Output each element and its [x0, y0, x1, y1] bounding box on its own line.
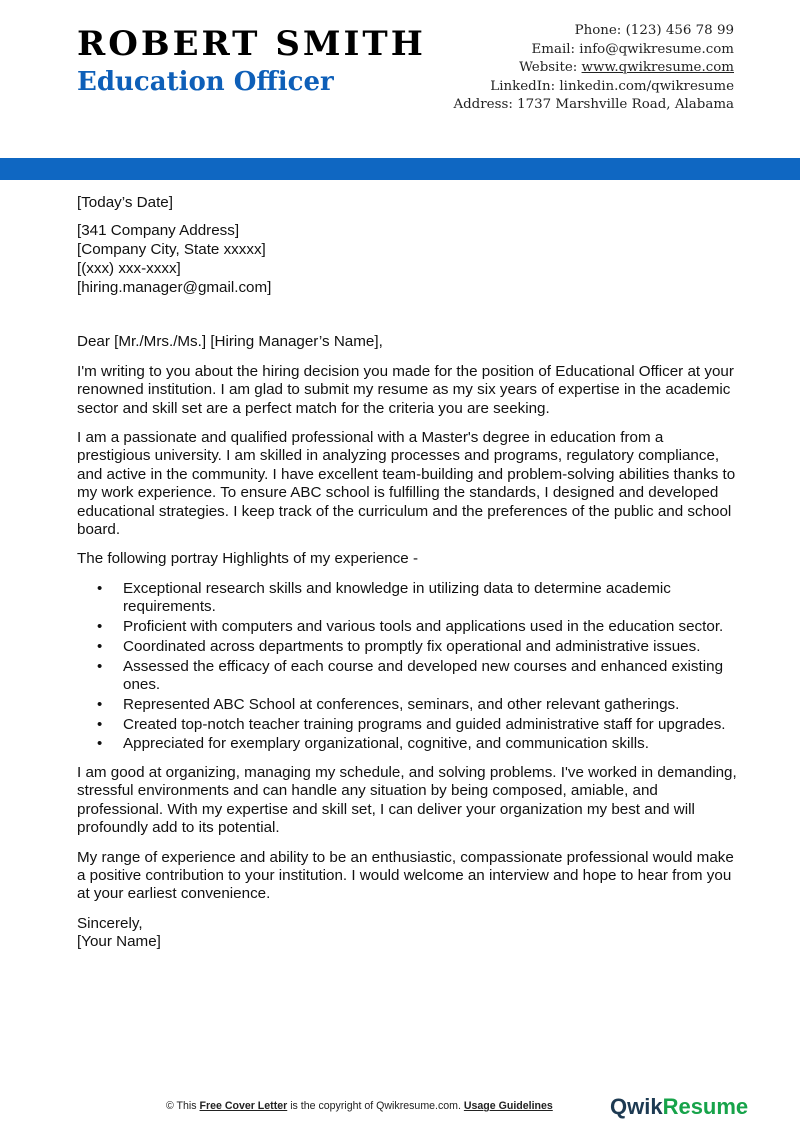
logo-text-qwik: Qwik [610, 1094, 663, 1119]
copyright-middle: is the copyright of Qwikresume.com. [287, 1100, 464, 1112]
bullet-icon: • [97, 637, 103, 655]
logo-text-resume: Resume [662, 1094, 749, 1119]
contact-email: Email: info@qwikresume.com [531, 41, 734, 57]
list-item-text: Represented ABC School at conferences, seminars, and other relevant gatherings. [123, 695, 680, 713]
list-item [97, 618, 737, 636]
letter-body [77, 194, 737, 952]
paragraph-closing: My range of experience and ability to be an enthusiastic, compassionate professional would make a positive contribution to your institution. I would welcome an interview and hope to hear from you at your earliest convenience. [77, 848, 734, 903]
paragraph-intro: I'm writing to you about the hiring decision you made for the position of Educational Officer at your renowned institution. I am glad to submit my resume as my six years of expertise in the academic sector and skill set are a perfect match for the criteria you are seeking. [77, 362, 734, 417]
list-item-text: Created top-notch teacher training programs and guided administrative staff for upgrades. [123, 715, 726, 733]
highlights-list [77, 580, 737, 754]
highlights-intro: The following portray Highlights of my experience - [77, 550, 419, 568]
recipient-address [77, 221, 737, 297]
contact-linkedin: LinkedIn: linkedin.com/qwikresume [490, 78, 734, 94]
list-item-text: Appreciated for exemplary organizational, cognitive, and communication skills. [123, 735, 649, 753]
list-item [97, 637, 737, 656]
letter-date: [Today’s Date] [77, 194, 173, 211]
job-title: Education Officer [77, 67, 334, 97]
recipient-line: [Company City, State xxxxx] [77, 241, 266, 259]
copyright-notice [166, 1100, 553, 1112]
page-footer [0, 1094, 800, 1124]
closing-word: Sincerely, [77, 914, 143, 932]
bullet-icon: • [97, 618, 103, 636]
contact-phone: Phone: (123) 456 78 99 [574, 23, 734, 38]
list-item [97, 735, 737, 753]
signature-name: [Your Name] [77, 933, 161, 951]
bullet-icon: • [97, 657, 103, 675]
usage-guidelines-link[interactable]: Usage Guidelines [463, 1100, 553, 1112]
applicant-name: ROBERT SMITH [77, 24, 426, 64]
qwikresume-logo[interactable] [610, 1094, 748, 1120]
list-item-text: Exceptional research skills and knowledge in utilizing data to determine academic requirements. [123, 579, 671, 616]
website-link[interactable]: www.qwikresume.com [581, 60, 734, 75]
free-cover-letter-link[interactable]: Free Cover Letter [199, 1100, 288, 1112]
list-item-text: Coordinated across departments to promptly fix operational and administrative issues. [123, 637, 701, 655]
resume-header [0, 0, 800, 160]
sign-off [77, 915, 737, 952]
list-item [97, 579, 737, 617]
list-item-text: Assessed the efficacy of each course and developed new courses and enhanced existing ones. [123, 657, 724, 694]
accent-bar [0, 158, 800, 180]
recipient-line: [(xxx) xxx-xxxx] [77, 260, 181, 278]
paragraph-skills: I am good at organizing, managing my schedule, and solving problems. I've worked in demanding, stressful environments and can handle any situation by being composed, amiable, and professional. With my expertise and skill set, I can deliver your organization my best and will profoundly add to its potential. [77, 763, 737, 837]
copyright-prefix: © This [166, 1100, 200, 1112]
recipient-line: [341 Company Address] [77, 222, 240, 240]
bullet-icon: • [97, 579, 103, 597]
bullet-icon: • [97, 715, 103, 733]
list-item-text: Proficient with computers and various tools and applications used in the education sector. [123, 618, 724, 636]
website-label: Website: [519, 60, 582, 75]
list-item [97, 657, 737, 695]
list-item [97, 715, 737, 734]
salutation: Dear [Mr./Mrs./Ms.] [Hiring Manager’s Name], [77, 333, 383, 351]
bullet-icon: • [97, 695, 103, 713]
contact-block [434, 22, 734, 115]
contact-address: Address: 1737 Marshville Road, Alabama [453, 97, 734, 112]
bullet-icon: • [97, 735, 103, 753]
list-item [97, 695, 737, 714]
recipient-line: [hiring.manager@gmail.com] [77, 279, 272, 297]
contact-website [434, 59, 734, 78]
paragraph-qualifications: I am a passionate and qualified professional with a Master's degree in education from a prestigious university. I am skilled in analyzing processes and programs, regulatory compliance, and active in the community. I have excellent team-building and problem-solving abilities thanks to my work experience. To ensure ABC school is fulfilling the standards, I designed and developed educational strategies. I keep track of the curriculum and the preferences of the public and school board. [77, 429, 736, 539]
